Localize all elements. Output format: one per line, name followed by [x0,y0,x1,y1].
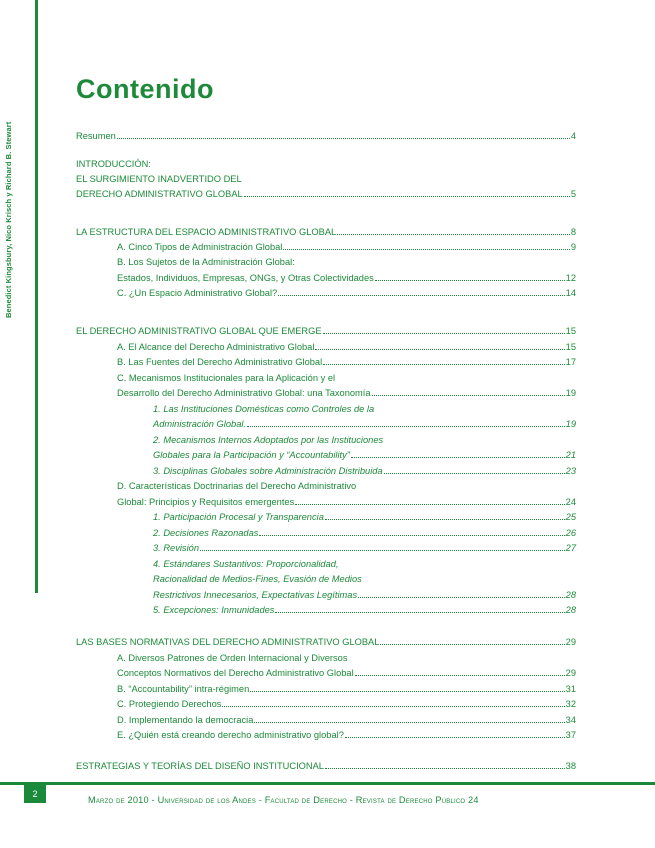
toc-entry-title: Racionalidad de Medios-Fines, Evasión de Medios [153,574,362,584]
running-head-authors: Benedict Kingsbury, Nico Krisch y Richard B. Stewart [4,121,13,318]
toc-entry-title: INTRODUCCIÓN: [76,159,151,169]
toc-entry-title: B. “Accountability” intra-régimen [117,684,250,694]
toc-entry [117,356,576,369]
toc-leader-dots [250,691,564,692]
toc-entry-title: E. ¿Quién está creando derecho administrativo global? [117,730,344,740]
toc-leader-dots [278,295,564,296]
toc-entry-title: LAS BASES NORMATIVAS DEL DERECHO ADMINISTRATIVO GLOBAL [76,637,380,647]
toc-page-number: 21 [565,450,576,460]
toc-leader-dots [375,280,565,281]
toc-entry-title: D. Implementando la democracia [117,715,254,725]
toc-page-number: 32 [565,699,576,709]
toc-page-number: 8 [570,227,576,237]
toc-page-number: 28 [565,590,576,600]
toc-leader-dots [259,535,564,536]
toc-leader-dots [222,706,564,707]
toc-entry [117,241,576,254]
toc-page-number: 5 [570,189,576,199]
toc-leader-dots [323,333,565,334]
toc-entry [76,188,576,201]
toc-entry [117,480,576,493]
toc-page-number: 38 [565,761,576,771]
toc-entry-title: C. Protegiendo Derechos [117,699,222,709]
toc-entry [117,287,576,300]
toc-entry-title: Estados, Individuos, Empresas, ONGs, y Otras Colectividades [117,273,374,283]
toc-leader-dots [295,504,564,505]
toc-leader-dots [345,737,565,738]
toc-leader-dots [351,457,565,458]
toc-page-number: 17 [565,357,576,367]
toc-entry-title: 1. Participación Procesal y Transparencia [153,512,324,522]
toc-entry-title: A. Cinco Tipos de Administración Global [117,242,283,252]
left-margin-rule [35,0,38,593]
toc-entry [153,434,576,447]
toc-entry [153,604,576,617]
toc-leader-dots [372,395,565,396]
toc-entry [76,325,576,338]
toc-entry [76,130,576,143]
toc-page-number: 19 [565,388,576,398]
toc-entry [117,714,576,727]
toc-page-number: 27 [565,543,576,553]
toc-entry-title: 5. Excepciones: Inmunidades [153,605,275,615]
toc-entry [153,542,576,555]
toc-page-number: 29 [565,668,576,678]
toc-leader-dots [283,249,569,250]
toc-leader-dots [384,473,565,474]
toc-entry [117,387,576,400]
toc-page-number: 24 [565,497,576,507]
toc-page-number: 34 [565,715,576,725]
toc-page-number: 15 [565,342,576,352]
toc-entry [153,465,576,478]
toc-entry [153,573,576,586]
toc-entry-title: B. Los Sujetos de la Administración Global: [117,257,295,267]
toc-leader-dots [380,644,564,645]
toc-leader-dots [325,519,565,520]
toc-leader-dots [337,234,570,235]
toc-page-number: 19 [565,419,576,429]
toc-entry [117,698,576,711]
toc-entry [153,527,576,540]
toc-entry-title: ESTRATEGIAS Y TEORÍAS DEL DISEÑO INSTITUCIONAL [76,761,324,771]
toc-entry [76,226,576,239]
toc-page-number: 25 [565,512,576,522]
toc-entry-title: 3. Revisión [153,543,199,553]
toc-entry-title: Resumen [76,131,116,141]
toc-entry-title: Global: Principios y Requisitos emergentes [117,497,295,507]
toc-entry-title: 3. Disciplinas Globales sobre Administración Distribuida [153,466,383,476]
toc-page-number: 15 [565,326,576,336]
toc-entry [117,729,576,742]
toc-page-number: 4 [570,131,576,141]
toc-entry [153,589,576,602]
page-title: Contenido [76,74,214,104]
toc-entry [153,558,576,571]
footer-rule [0,782,655,785]
footer-page-number: 2 [24,785,46,803]
toc-entry-title: 1. Las Instituciones Domésticas como Controles de la [153,404,375,414]
toc-entry [153,403,576,416]
toc-leader-dots [325,768,565,769]
toc-page-number: 31 [565,684,576,694]
toc-entry-title: EL SURGIMIENTO INADVERTIDO DEL [76,174,242,184]
toc-entry [153,418,576,431]
toc-page-number: 9 [570,242,576,252]
toc-leader-dots [200,550,565,551]
footer-journal-info: Marzo de 2010 - Universidad de los Andes - Facultad de Derecho - Revista de Derecho Público 24 [88,795,479,805]
toc-leader-dots [117,138,570,139]
toc-leader-dots [275,612,564,613]
toc-entry-title: A. El Alcance del Derecho Administrativo Global [117,342,315,352]
toc-entry [153,511,576,524]
toc-entry [117,272,576,285]
toc-entry [76,158,576,171]
toc-entry [76,636,576,649]
toc-entry-title: Restrictivos Innecesarios, Expectativas Legítimas [153,590,358,600]
toc-entry-title: 4. Estándares Sustantivos: Proporcionalidad, [153,559,339,569]
toc-entry-title: B. Las Fuentes del Derecho Administrativo Global [117,357,323,367]
toc-leader-dots [247,426,565,427]
toc-leader-dots [323,364,565,365]
toc-entry-title: EL DERECHO ADMINISTRATIVO GLOBAL QUE EMERGE [76,326,322,336]
toc-entry [117,341,576,354]
toc-page-number: 23 [565,466,576,476]
toc-entry [117,667,576,680]
toc-entry [117,256,576,269]
toc-entry-title: 2. Decisiones Razonadas [153,528,259,538]
toc-entry-title: A. Diversos Patrones de Orden Internacional y Diversos [117,653,348,663]
toc-page-number: 37 [565,730,576,740]
toc-leader-dots [355,675,565,676]
toc-page-number: 29 [565,637,576,647]
toc-entry-title: C. ¿Un Espacio Administrativo Global? [117,288,278,298]
toc-leader-dots [254,722,564,723]
toc-entry-title: D. Características Doctrinarias del Derecho Administrativo [117,481,357,491]
toc-entry-title: DERECHO ADMINISTRATIVO GLOBAL [76,189,243,199]
toc-entry-title: Globales para la Participación y “Accountability” [153,450,350,460]
toc-leader-dots [244,196,570,197]
toc-page-number: 28 [565,605,576,615]
toc-leader-dots [315,349,564,350]
toc-page-number: 14 [565,288,576,298]
toc-entry-title: LA ESTRUCTURA DEL ESPACIO ADMINISTRATIVO GLOBAL [76,227,337,237]
toc-entry [117,683,576,696]
toc-entry [76,760,576,773]
toc-entry [117,372,576,385]
toc-entry-title: C. Mecanismos Institucionales para la Aplicación y el [117,373,336,383]
toc-page-number: 26 [565,528,576,538]
toc-entry [153,449,576,462]
toc-page-number: 12 [565,273,576,283]
toc-entry-title: Conceptos Normativos del Derecho Administrativo Global [117,668,354,678]
toc-entry [76,173,576,186]
toc-entry-title: 2. Mecanismos Internos Adoptados por las Instituciones [153,435,384,445]
toc-entry-title: Administración Global. [153,419,247,429]
toc-entry [117,496,576,509]
toc-entry-title: Desarrollo del Derecho Administrativo Global: una Taxonomía [117,388,371,398]
toc-entry [117,652,576,665]
toc-leader-dots [358,597,565,598]
